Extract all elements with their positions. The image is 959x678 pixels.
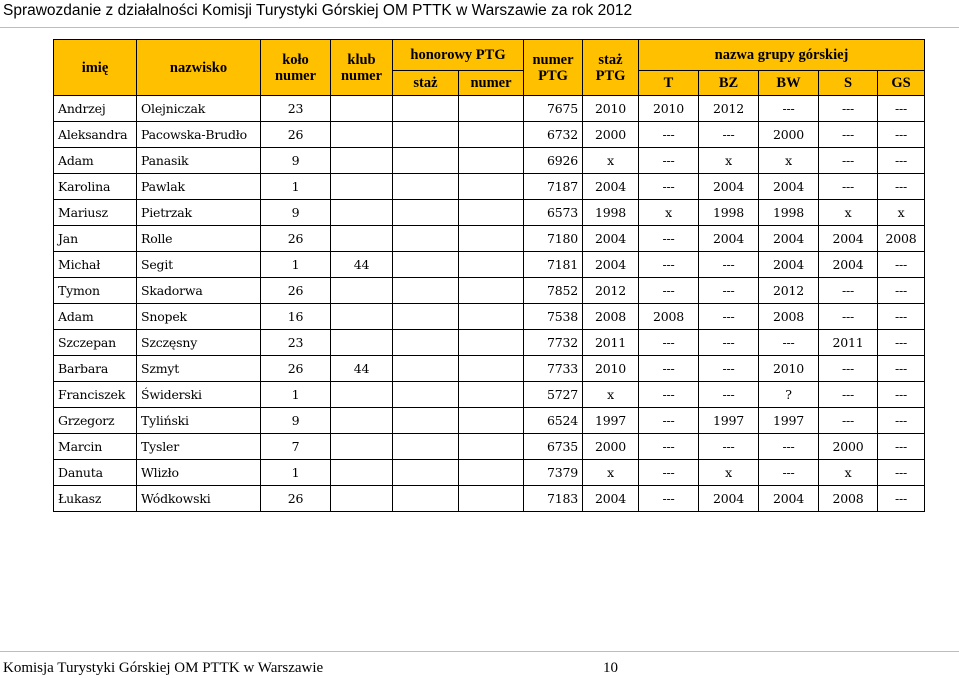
cell-honorowy-staz xyxy=(393,174,459,200)
header-group-gs: GS xyxy=(878,71,925,96)
cell-nazwisko: Olejniczak xyxy=(137,96,261,122)
cell-staz-ptg: 2004 xyxy=(583,174,639,200)
header-numer-line2: PTG xyxy=(538,67,568,84)
cell-kolo: 1 xyxy=(261,252,331,278)
cell-group-t: --- xyxy=(639,460,699,486)
cell-group-s: --- xyxy=(819,408,878,434)
cell-klub xyxy=(331,382,393,408)
table-row xyxy=(54,460,925,486)
cell-group-s: 2000 xyxy=(819,434,878,460)
cell-kolo: 1 xyxy=(261,174,331,200)
cell-group-bz: 2012 xyxy=(699,96,759,122)
cell-group-gs: --- xyxy=(878,382,925,408)
cell-honorowy-staz xyxy=(393,278,459,304)
cell-group-s: x xyxy=(819,460,878,486)
document-title: Sprawozdanie z działalności Komisji Turystyki Górskiej OM PTTK w Warszawie za rok 2012 xyxy=(3,2,633,19)
cell-nazwisko: Pietrzak xyxy=(137,200,261,226)
footer-text: Komisja Turystyki Górskiej OM PTTK w Warszawie xyxy=(3,660,324,676)
page-footer xyxy=(0,651,959,678)
cell-imie: Michał xyxy=(54,252,137,278)
cell-group-s: x xyxy=(819,200,878,226)
cell-staz-ptg: 2004 xyxy=(583,486,639,512)
cell-numer-ptg: 7733 xyxy=(524,356,583,382)
table-row xyxy=(54,486,925,512)
cell-group-gs: --- xyxy=(878,252,925,278)
cell-group-t: --- xyxy=(639,252,699,278)
cell-honorowy-staz xyxy=(393,304,459,330)
cell-honorowy-numer xyxy=(459,96,524,122)
cell-numer-ptg: 7675 xyxy=(524,96,583,122)
header-staz-line2: PTG xyxy=(595,67,626,84)
table-row xyxy=(54,226,925,252)
table-row xyxy=(54,304,925,330)
header-kolo-line1: koło xyxy=(282,51,309,68)
table-row xyxy=(54,382,925,408)
table-row xyxy=(54,278,925,304)
cell-kolo: 26 xyxy=(261,486,331,512)
cell-group-t: --- xyxy=(639,226,699,252)
cell-group-s: 2008 xyxy=(819,486,878,512)
table-row xyxy=(54,174,925,200)
cell-group-bz: --- xyxy=(699,278,759,304)
header-group-t: T xyxy=(639,71,699,96)
header-honorowy: honorowy PTG xyxy=(393,40,524,71)
cell-imie: Mariusz xyxy=(54,200,137,226)
cell-honorowy-numer xyxy=(459,408,524,434)
cell-honorowy-numer xyxy=(459,356,524,382)
cell-group-bw: 2012 xyxy=(759,278,819,304)
cell-group-s: --- xyxy=(819,382,878,408)
cell-staz-ptg: 2008 xyxy=(583,304,639,330)
cell-kolo: 23 xyxy=(261,96,331,122)
cell-nazwisko: Wódkowski xyxy=(137,486,261,512)
cell-klub xyxy=(331,200,393,226)
table-row xyxy=(54,252,925,278)
header-staz-ptg xyxy=(583,40,639,96)
cell-kolo: 1 xyxy=(261,382,331,408)
cell-staz-ptg: 1998 xyxy=(583,200,639,226)
cell-group-bz: --- xyxy=(699,122,759,148)
cell-group-bz: --- xyxy=(699,382,759,408)
cell-group-bz: --- xyxy=(699,252,759,278)
cell-honorowy-staz xyxy=(393,252,459,278)
cell-group-t: x xyxy=(639,200,699,226)
header-group-s: S xyxy=(819,71,878,96)
cell-honorowy-numer xyxy=(459,434,524,460)
cell-group-gs: --- xyxy=(878,122,925,148)
cell-nazwisko: Segit xyxy=(137,252,261,278)
cell-group-bw: x xyxy=(759,148,819,174)
cell-group-t: --- xyxy=(639,330,699,356)
cell-imie: Marcin xyxy=(54,434,137,460)
cell-kolo: 26 xyxy=(261,226,331,252)
cell-honorowy-numer xyxy=(459,330,524,356)
cell-staz-ptg: x xyxy=(583,382,639,408)
cell-numer-ptg: 7181 xyxy=(524,252,583,278)
cell-kolo: 9 xyxy=(261,148,331,174)
header-group-bz: BZ xyxy=(699,71,759,96)
cell-honorowy-numer xyxy=(459,252,524,278)
cell-nazwisko: Rolle xyxy=(137,226,261,252)
cell-kolo: 1 xyxy=(261,460,331,486)
cell-group-bw: 2000 xyxy=(759,122,819,148)
table-body xyxy=(54,96,925,512)
cell-group-bz: 2004 xyxy=(699,174,759,200)
cell-group-s: --- xyxy=(819,278,878,304)
cell-group-bz: --- xyxy=(699,434,759,460)
cell-numer-ptg: 6524 xyxy=(524,408,583,434)
cell-honorowy-staz xyxy=(393,96,459,122)
cell-nazwisko: Świderski xyxy=(137,382,261,408)
cell-group-gs: --- xyxy=(878,148,925,174)
cell-staz-ptg: 2010 xyxy=(583,356,639,382)
cell-numer-ptg: 7379 xyxy=(524,460,583,486)
cell-group-bw: ? xyxy=(759,382,819,408)
cell-staz-ptg: 2004 xyxy=(583,226,639,252)
cell-group-s: --- xyxy=(819,148,878,174)
cell-numer-ptg: 7732 xyxy=(524,330,583,356)
cell-klub xyxy=(331,486,393,512)
cell-kolo: 23 xyxy=(261,330,331,356)
header-klub xyxy=(331,40,393,96)
cell-kolo: 9 xyxy=(261,200,331,226)
table-row xyxy=(54,148,925,174)
cell-group-bw: --- xyxy=(759,434,819,460)
header-kolo xyxy=(261,40,331,96)
page-header xyxy=(0,0,959,28)
cell-group-s: --- xyxy=(819,304,878,330)
cell-group-s: --- xyxy=(819,96,878,122)
cell-honorowy-numer xyxy=(459,304,524,330)
cell-numer-ptg: 6735 xyxy=(524,434,583,460)
cell-group-bw: 2010 xyxy=(759,356,819,382)
cell-nazwisko: Panasik xyxy=(137,148,261,174)
cell-group-s: --- xyxy=(819,356,878,382)
cell-numer-ptg: 6573 xyxy=(524,200,583,226)
cell-honorowy-staz xyxy=(393,460,459,486)
cell-staz-ptg: 2010 xyxy=(583,96,639,122)
cell-group-bw: 2004 xyxy=(759,252,819,278)
cell-staz-ptg: 2000 xyxy=(583,122,639,148)
cell-imie: Franciszek xyxy=(54,382,137,408)
cell-klub xyxy=(331,434,393,460)
cell-group-s: 2004 xyxy=(819,252,878,278)
header-numer-ptg xyxy=(524,40,583,96)
header-group-bw: BW xyxy=(759,71,819,96)
cell-group-bz: --- xyxy=(699,330,759,356)
header-grupa: nazwa grupy górskiej xyxy=(639,40,925,71)
cell-group-gs: --- xyxy=(878,278,925,304)
cell-group-bw: 2004 xyxy=(759,174,819,200)
cell-group-bz: 2004 xyxy=(699,486,759,512)
cell-numer-ptg: 6732 xyxy=(524,122,583,148)
cell-klub xyxy=(331,278,393,304)
cell-klub xyxy=(331,460,393,486)
cell-imie: Danuta xyxy=(54,460,137,486)
cell-numer-ptg: 7187 xyxy=(524,174,583,200)
cell-imie: Barbara xyxy=(54,356,137,382)
cell-group-s: 2011 xyxy=(819,330,878,356)
cell-group-bz: --- xyxy=(699,356,759,382)
cell-group-gs: --- xyxy=(878,460,925,486)
cell-kolo: 7 xyxy=(261,434,331,460)
cell-imie: Karolina xyxy=(54,174,137,200)
cell-nazwisko: Pawlak xyxy=(137,174,261,200)
table-row xyxy=(54,330,925,356)
cell-group-s: --- xyxy=(819,174,878,200)
cell-group-gs: --- xyxy=(878,174,925,200)
cell-numer-ptg: 5727 xyxy=(524,382,583,408)
header-klub-line1: klub xyxy=(347,51,376,68)
cell-imie: Jan xyxy=(54,226,137,252)
cell-group-bw: 2004 xyxy=(759,226,819,252)
cell-kolo: 26 xyxy=(261,122,331,148)
cell-numer-ptg: 7538 xyxy=(524,304,583,330)
cell-group-bz: --- xyxy=(699,304,759,330)
cell-group-t: --- xyxy=(639,122,699,148)
table-row xyxy=(54,356,925,382)
cell-klub xyxy=(331,330,393,356)
header-numer-line1: numer xyxy=(532,51,574,68)
header-staz-line1: staż xyxy=(598,51,623,68)
cell-group-s: --- xyxy=(819,122,878,148)
cell-group-bw: 2008 xyxy=(759,304,819,330)
cell-numer-ptg: 6926 xyxy=(524,148,583,174)
cell-klub xyxy=(331,226,393,252)
cell-group-t: --- xyxy=(639,486,699,512)
cell-numer-ptg: 7183 xyxy=(524,486,583,512)
cell-klub xyxy=(331,304,393,330)
cell-nazwisko: Szmyt xyxy=(137,356,261,382)
cell-klub xyxy=(331,408,393,434)
cell-nazwisko: Snopek xyxy=(137,304,261,330)
cell-group-bw: 2004 xyxy=(759,486,819,512)
cell-imie: Łukasz xyxy=(54,486,137,512)
table-row xyxy=(54,96,925,122)
cell-group-gs: --- xyxy=(878,408,925,434)
cell-kolo: 16 xyxy=(261,304,331,330)
cell-group-t: 2008 xyxy=(639,304,699,330)
cell-kolo: 26 xyxy=(261,356,331,382)
cell-group-bw: --- xyxy=(759,96,819,122)
cell-staz-ptg: x xyxy=(583,460,639,486)
cell-numer-ptg: 7852 xyxy=(524,278,583,304)
cell-group-gs: x xyxy=(878,200,925,226)
cell-group-bz: x xyxy=(699,148,759,174)
cell-honorowy-staz xyxy=(393,148,459,174)
cell-group-gs: --- xyxy=(878,434,925,460)
cell-honorowy-staz xyxy=(393,226,459,252)
cell-group-bw: --- xyxy=(759,460,819,486)
cell-honorowy-staz xyxy=(393,486,459,512)
cell-honorowy-staz xyxy=(393,122,459,148)
cell-group-bz: 1998 xyxy=(699,200,759,226)
cell-imie: Adam xyxy=(54,148,137,174)
cell-kolo: 26 xyxy=(261,278,331,304)
cell-group-gs: --- xyxy=(878,304,925,330)
cell-honorowy-numer xyxy=(459,278,524,304)
cell-nazwisko: Tyliński xyxy=(137,408,261,434)
cell-honorowy-numer xyxy=(459,226,524,252)
cell-nazwisko: Szczęsny xyxy=(137,330,261,356)
cell-honorowy-staz xyxy=(393,382,459,408)
cell-imie: Aleksandra xyxy=(54,122,137,148)
cell-klub: 44 xyxy=(331,252,393,278)
cell-staz-ptg: 1997 xyxy=(583,408,639,434)
cell-group-gs: --- xyxy=(878,486,925,512)
cell-group-t: 2010 xyxy=(639,96,699,122)
cell-klub xyxy=(331,96,393,122)
cell-honorowy-numer xyxy=(459,382,524,408)
cell-group-bw: 1998 xyxy=(759,200,819,226)
cell-staz-ptg: 2011 xyxy=(583,330,639,356)
cell-staz-ptg: x xyxy=(583,148,639,174)
cell-staz-ptg: 2000 xyxy=(583,434,639,460)
header-honorowy-numer: numer xyxy=(459,71,524,96)
header-nazwisko: nazwisko xyxy=(137,40,261,96)
cell-imie: Szczepan xyxy=(54,330,137,356)
cell-kolo: 9 xyxy=(261,408,331,434)
cell-honorowy-numer xyxy=(459,200,524,226)
cell-group-t: --- xyxy=(639,434,699,460)
cell-group-bz: x xyxy=(699,460,759,486)
cell-group-bw: 1997 xyxy=(759,408,819,434)
cell-honorowy-numer xyxy=(459,174,524,200)
cell-group-t: --- xyxy=(639,382,699,408)
header-klub-line2: numer xyxy=(340,67,383,84)
header-imie: imię xyxy=(54,40,137,96)
cell-klub xyxy=(331,148,393,174)
cell-klub xyxy=(331,122,393,148)
cell-honorowy-staz xyxy=(393,408,459,434)
members-table xyxy=(53,39,925,512)
cell-group-gs: 2008 xyxy=(878,226,925,252)
cell-honorowy-staz xyxy=(393,434,459,460)
header-honorowy-staz: staż xyxy=(393,71,459,96)
cell-honorowy-staz xyxy=(393,200,459,226)
cell-nazwisko: Tysler xyxy=(137,434,261,460)
cell-imie: Tymon xyxy=(54,278,137,304)
cell-honorowy-numer xyxy=(459,122,524,148)
cell-nazwisko: Wlizło xyxy=(137,460,261,486)
cell-staz-ptg: 2012 xyxy=(583,278,639,304)
cell-group-s: 2004 xyxy=(819,226,878,252)
cell-imie: Grzegorz xyxy=(54,408,137,434)
cell-honorowy-staz xyxy=(393,356,459,382)
cell-nazwisko: Pacowska-Brudło xyxy=(137,122,261,148)
cell-group-gs: --- xyxy=(878,356,925,382)
cell-imie: Andrzej xyxy=(54,96,137,122)
table-row xyxy=(54,434,925,460)
cell-nazwisko: Skadorwa xyxy=(137,278,261,304)
cell-group-bz: 1997 xyxy=(699,408,759,434)
table-row xyxy=(54,200,925,226)
cell-staz-ptg: 2004 xyxy=(583,252,639,278)
cell-honorowy-numer xyxy=(459,486,524,512)
cell-group-bz: 2004 xyxy=(699,226,759,252)
cell-group-t: --- xyxy=(639,356,699,382)
cell-group-t: --- xyxy=(639,278,699,304)
cell-group-t: --- xyxy=(639,148,699,174)
cell-group-gs: --- xyxy=(878,96,925,122)
cell-group-bw: --- xyxy=(759,330,819,356)
cell-honorowy-staz xyxy=(393,330,459,356)
cell-klub: 44 xyxy=(331,356,393,382)
cell-honorowy-numer xyxy=(459,460,524,486)
cell-group-gs: --- xyxy=(878,330,925,356)
table-row xyxy=(54,408,925,434)
cell-numer-ptg: 7180 xyxy=(524,226,583,252)
table-row xyxy=(54,122,925,148)
cell-group-t: --- xyxy=(639,408,699,434)
page-number: 10 xyxy=(603,660,618,676)
cell-honorowy-numer xyxy=(459,148,524,174)
cell-klub xyxy=(331,174,393,200)
cell-group-t: --- xyxy=(639,174,699,200)
cell-imie: Adam xyxy=(54,304,137,330)
header-kolo-line2: numer xyxy=(274,67,317,84)
